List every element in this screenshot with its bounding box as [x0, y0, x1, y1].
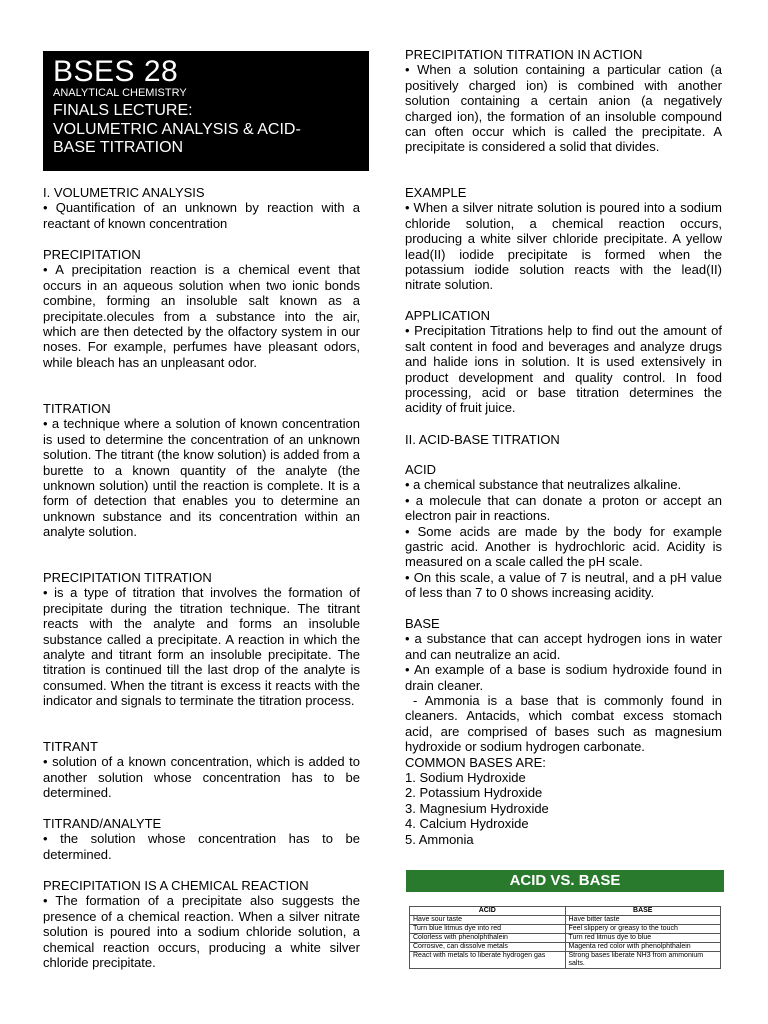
title-block [43, 51, 369, 171]
list-item: 4. Calcium Hydroxide [405, 816, 529, 832]
section-application [405, 308, 722, 416]
section-chemical-reaction [43, 878, 360, 970]
acid-point-2: • a molecule that can donate a proton or accept an electron pair in reactions. [405, 492, 722, 524]
table-cell: Colorless with phenolphthalein [410, 934, 566, 943]
section-heading: II. ACID-BASE TITRATION [405, 432, 560, 447]
section-body: • solution of a known concentration, which is added to another solution whose concentration has to be determined. [43, 754, 360, 801]
acid-base-comparison-table [409, 906, 721, 969]
list-item: 3. Magnesium Hydroxide [405, 800, 549, 816]
table-header-row [410, 907, 721, 916]
list-item: 2. Potassium Hydroxide [405, 785, 543, 801]
lecture-title-line2: VOLUMETRIC ANALYSIS & ACID- [53, 120, 301, 138]
section-heading: PRECIPITATION IS A CHEMICAL REACTION [43, 878, 309, 893]
section-body: • Quantification of an unknown by reaction with a reactant of known concentration [43, 200, 360, 231]
section-heading: PRECIPITATION TITRATION [43, 570, 212, 585]
section-heading: TITRATION [43, 401, 111, 416]
table-cell: Corrosive, can dissolve metals [410, 943, 566, 952]
table-cell: React with metals to liberate hydrogen gas [410, 952, 566, 969]
section-titration-in-action [405, 47, 722, 155]
lecture-title-line1: FINALS LECTURE: [53, 102, 193, 119]
common-bases-list [405, 770, 722, 847]
acid-point-3: • Some acids are made by the body for example gastric acid. Another is hydrochloric acid. Acidity is measured on a scale called the pH scale. [405, 523, 722, 570]
lecture-title-line3: BASE TITRATION [53, 139, 184, 156]
section-body: • When a silver nitrate solution is poured into a sodium chloride solution, a chemical reaction occurs, producing a white silver chloride precipitate. A yellow lead(II) iodide precipitate is formed when the potassium iodide solution reacts with the lead(II) nitrate solution. [405, 200, 722, 293]
table-row [410, 934, 721, 943]
table-row [410, 925, 721, 934]
section-heading: ACID [405, 462, 437, 477]
base-point-3: - Ammonia is a base that is commonly found in cleaners. Antacids, which combat excess stomach acid, are comprised of bases such as magnesium hydroxide or sodium hydrogen carbonate. [405, 693, 722, 755]
section-body: • is a type of titration that involves the formation of precipitate during the titration technique. The titrant reacts with the analyte and forms an insoluble substance called a precipitate. A reaction in which the analyte and titrant form an insoluble precipitate. The titration is continued till the last drop of the analyte is consumed. When the titrant is excess it reacts with the indicator and signals to terminate the titration process. [43, 585, 360, 709]
section-heading: TITRANT [43, 739, 98, 754]
course-code: BSES 28 [53, 55, 179, 88]
section-acid [405, 462, 722, 601]
section-body: • a technique where a solution of known concentration is used to determine the concentration of an unknown solution. The titrant (the know solution) is added from a burette to a known quantity of the analyte (the unknown solution) until the reaction is complete. It is a form of detection that enables you to determine an unknown substance and its concentration within an analyte solution. [43, 416, 360, 540]
section-heading: PRECIPITATION [43, 247, 141, 262]
column-header-acid: ACID [410, 907, 566, 916]
table-cell: Have sour taste [410, 916, 566, 925]
section-heading: APPLICATION [405, 308, 491, 323]
section-body: • the solution whose concentration has to be determined. [43, 831, 360, 862]
acid-vs-base-banner: ACID VS. BASE [406, 870, 724, 892]
list-item: 5. Ammonia [405, 831, 474, 847]
section-acid-base-titration [405, 432, 722, 447]
subject-name: ANALYTICAL CHEMISTRY [53, 87, 187, 99]
section-titrant [43, 739, 360, 801]
table-cell: Feel slippery or greasy to the touch [565, 925, 721, 934]
section-titration [43, 401, 360, 540]
section-volumetric-analysis [43, 185, 360, 231]
section-heading: EXAMPLE [405, 185, 467, 200]
table-cell: Turn red litmus dye to blue [565, 934, 721, 943]
section-heading: I. VOLUMETRIC ANALYSIS [43, 185, 205, 200]
base-point-1: • a substance that can accept hydrogen ions in water and can neutralize an acid. [405, 631, 722, 662]
list-item: 1. Sodium Hydroxide [405, 770, 526, 786]
section-heading: PRECIPITATION TITRATION IN ACTION [405, 47, 643, 62]
acid-point-1: • a chemical substance that neutralizes alkaline. [405, 477, 682, 493]
table-cell: Strong bases liberate NH3 from ammonium salts. [565, 952, 721, 969]
acid-point-4: • On this scale, a value of 7 is neutral, and a pH value of less than 7 to 0 shows increasing acidity. [405, 569, 722, 601]
table-cell: Magenta red color with phenolphthalein [565, 943, 721, 952]
section-body: • Precipitation Titrations help to find out the amount of salt content in food and beverages and analyze drugs and halide ions in solution. It is used extensively in product development and quality control. In food processing, acid or base titration determines the acidity of fruit juice. [405, 323, 722, 416]
section-example [405, 185, 722, 293]
table-row [410, 916, 721, 925]
section-body: • The formation of a precipitate also suggests the presence of a chemical reaction. When a silver nitrate solution is poured into a sodium chloride solution, a chemical reaction occurs, producing a white silver chloride precipitate. [43, 893, 360, 971]
section-body: • A precipitation reaction is a chemical event that occurs in an aqueous solution when two ionic bonds combine, forming an insoluble salt known as a precipitate.olecules from a substance into the air, which are then detected by the olfactory system in our noses. For example, perfumes have pleasant odors, while bleach has an unpleasant odor. [43, 262, 360, 370]
table-row [410, 943, 721, 952]
lecture-title [53, 102, 359, 158]
section-body: • When a solution containing a particular cation (a positively charged ion) is combined with another solution containing a certain anion (a negatively charged ion), the formation of an insoluble compound can often occur which is called the precipitate. A precipitate is considered a solid that divides. [405, 62, 722, 155]
section-heading: BASE [405, 616, 440, 631]
section-base [405, 616, 722, 847]
common-bases-heading: COMMON BASES ARE: [405, 754, 546, 770]
section-precipitation-titration [43, 570, 360, 709]
table-row [410, 952, 721, 969]
table-cell: Have bitter taste [565, 916, 721, 925]
base-point-2: • An example of a base is sodium hydroxide found in drain cleaner. [405, 662, 722, 693]
section-heading: TITRAND/ANALYTE [43, 816, 162, 831]
section-titrand [43, 816, 360, 862]
table-cell: Turn blue litmus dye into red [410, 925, 566, 934]
column-header-base: BASE [565, 907, 721, 916]
section-precipitation [43, 247, 360, 370]
